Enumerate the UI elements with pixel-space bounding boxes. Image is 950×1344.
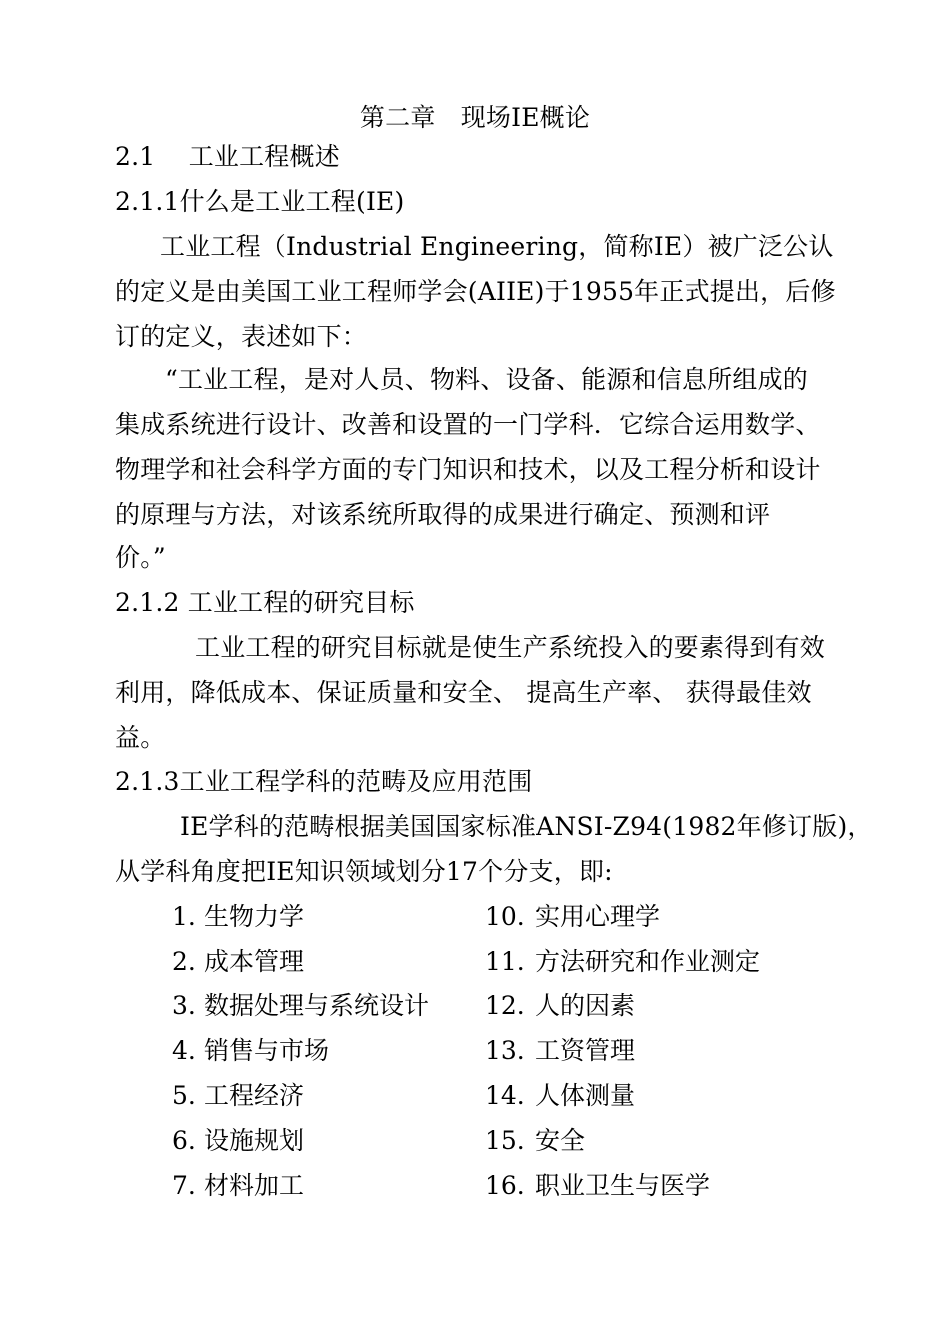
list-number: 14. [485,1081,525,1110]
list-number: 3. [172,991,196,1020]
list-text: 实用心理学 [535,902,661,931]
list-number: 2. [172,947,196,976]
list-item [485,1171,710,1201]
paragraph-line: 工业工程（Industrial Engineering，简称IE）被广泛公认 [160,232,834,261]
section-heading-2-1: 2.1 工业工程概述 [115,142,340,171]
list-text: 职业卫生与医学 [535,1171,711,1200]
list-item [172,1081,304,1111]
paragraph-line: 益。 [115,723,166,752]
list-text: 设施规划 [204,1126,305,1155]
section-heading-2-1-2: 2.1.2 工业工程的研究目标 [115,588,415,617]
paragraph-line: 的定义是由美国工业工程师学会(AIIE)于1955年正式提出，后修 [115,277,836,306]
paragraph-line: 利用，降低成本、保证质量和安全、 提高生产率、 获得最佳效 [115,678,812,707]
list-text: 销售与市场 [204,1036,330,1065]
list-item [485,1081,635,1111]
list-text: 人的因素 [535,991,636,1020]
list-item [172,947,304,977]
list-number: 13. [485,1036,525,1065]
list-text: 安全 [535,1126,586,1155]
list-number: 7. [172,1171,196,1200]
list-number: 5. [172,1081,196,1110]
list-text: 生物力学 [204,902,305,931]
list-text: 数据处理与系统设计 [204,991,430,1020]
list-item [172,1171,304,1201]
list-number: 11. [485,947,525,976]
list-item [485,902,660,932]
list-number: 4. [172,1036,196,1065]
paragraph-line: 工业工程的研究目标就是使生产系统投入的要素得到有效 [195,633,826,662]
section-heading-2-1-3: 2.1.3工业工程学科的范畴及应用范围 [115,767,533,796]
paragraph-line: 从学科角度把IE知识领域划分17个分支，即: [115,857,613,886]
quote-line: 物理学和社会科学方面的专门知识和技术，以及工程分析和设计 [115,455,821,484]
list-item [485,1036,635,1066]
quote-line: “工业工程，是对人员、物料、设备、能源和信息所组成的 [165,365,808,394]
list-item [172,902,304,932]
list-item [485,1126,585,1156]
list-number: 12. [485,991,525,1020]
quote-line: 的原理与方法，对该系统所取得的成果进行确定、预测和评 [115,500,771,529]
list-text: 工资管理 [535,1036,636,1065]
paragraph-line: IE学科的范畴根据美国国家标准ANSI-Z94(1982年修订版)， [180,812,873,841]
quote-line: 集成系统进行设计、改善和设置的一门学科．它综合运用数学、 [115,410,821,439]
list-number: 1. [172,902,196,931]
list-item [485,991,635,1021]
paragraph-line: 订的定义，表述如下： [115,322,368,351]
list-item [172,1126,304,1156]
list-text: 材料加工 [204,1171,305,1200]
chapter-title: 第二章 现场IE概论 [359,103,591,132]
list-number: 6. [172,1126,196,1155]
list-number: 16. [485,1171,525,1200]
list-text: 工程经济 [204,1081,305,1110]
list-text: 成本管理 [204,947,305,976]
list-number: 15. [485,1126,525,1155]
section-heading-2-1-1: 2.1.1什么是工业工程(IE) [115,187,405,216]
list-item [485,947,760,977]
list-number: 10. [485,902,525,931]
list-item [172,1036,329,1066]
list-text: 人体测量 [535,1081,636,1110]
list-item [172,991,429,1021]
list-text: 方法研究和作业测定 [535,947,761,976]
quote-line: 价。” [115,543,166,572]
